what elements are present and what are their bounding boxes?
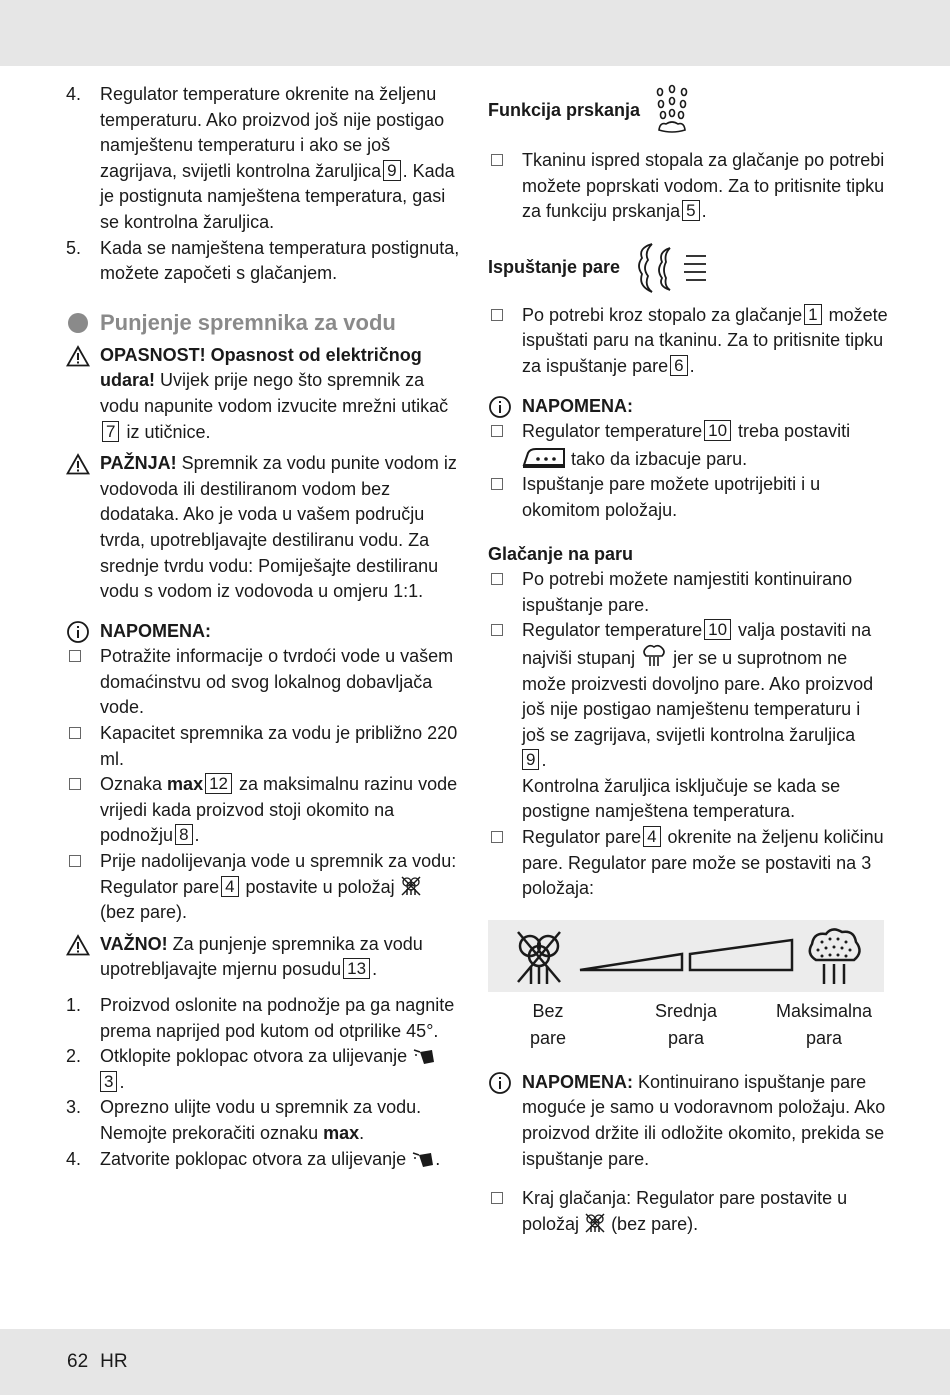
left-column bbox=[66, 82, 466, 1172]
ref-box: 12 bbox=[205, 773, 232, 794]
step-4: 4. Regulator temperature okrenite na željenu temperaturu. Ako proizvod još nije postigao namještenu temperaturu i ako se još zagrijava, svijetli kontrolna žaruljica 9 . Kada je postignuta namještena temperatura, gasi se kontrolna žaruljica. bbox=[66, 84, 455, 232]
checkbox-square-icon bbox=[69, 727, 81, 739]
page-number: 62 bbox=[67, 1351, 89, 1372]
max-steam-symbol bbox=[810, 929, 860, 984]
steam-bullet: Regulator temperature 10 valja postaviti na najviši stupanj jer se u suprotnom ne može proizvesti dovoljno pare. Ako proizvod još nije postigao namještenu temperaturu i još se zagrijava, svijetli kontrolna žaruljica 9 . Kontrolna žaruljica isključuje se kada se postigne namještena temperatura. bbox=[488, 618, 888, 825]
note-bullet: Oznaka max 12 za maksimalnu razinu vode vrijedi kada proizvod stoji okomito na podnožju 8 . bbox=[66, 772, 466, 849]
level-label-none: Bez pare bbox=[529, 1000, 567, 1048]
checkbox-square-icon bbox=[69, 855, 81, 867]
ref-box: 13 bbox=[343, 958, 370, 979]
no-steam-symbol bbox=[518, 932, 560, 984]
checkbox-square-icon bbox=[491, 831, 503, 843]
note-bullet: Potražite informacije o tvrdoći vode u vašem domaćinstvu od svog lokalnog dobavljača vode. bbox=[66, 644, 466, 721]
checkbox-square-icon bbox=[491, 425, 503, 437]
header-bar bbox=[0, 0, 950, 66]
iron-setting-icon bbox=[522, 445, 566, 469]
right-column bbox=[488, 82, 888, 1237]
warning-triangle-icon bbox=[66, 934, 90, 956]
fill-step-3: 3. Oprezno ulijte vodu u spremnik za vodu. Nemojte prekoračiti oznaku max. bbox=[66, 1097, 422, 1143]
footer-bar bbox=[0, 1329, 950, 1395]
checkbox-square-icon bbox=[491, 624, 503, 636]
fill-step-1: 1. Proizvod oslonite na podnožje pa ga nagnite prema naprijed pod kutom od otprilike 45°. bbox=[66, 995, 455, 1041]
ref-box: 4 bbox=[221, 876, 238, 897]
steam-ironing-heading: Glačanje na paru bbox=[488, 543, 634, 564]
language-code: HR bbox=[100, 1351, 128, 1372]
level-label-max: Maksimalna para bbox=[775, 1000, 873, 1048]
info-icon bbox=[488, 395, 512, 419]
no-steam-icon bbox=[400, 875, 422, 897]
low-wedge bbox=[580, 954, 682, 970]
no-steam-icon bbox=[584, 1212, 606, 1234]
checkbox-square-icon bbox=[491, 573, 503, 585]
spray-heading: Funkcija prskanja bbox=[488, 80, 888, 142]
ref-box: 9 bbox=[522, 749, 539, 770]
ref-box: 10 bbox=[704, 420, 731, 441]
note-bullet: Prije nadolijevanja vode u spremnik za vodu: Regulator pare 4 postavite u položaj (bez pare). bbox=[66, 849, 466, 926]
level-label-medium: Srednja para bbox=[654, 1000, 718, 1048]
burst-heading: Ispuštanje pare bbox=[488, 239, 888, 297]
warning-triangle-icon bbox=[66, 453, 90, 475]
spray-bullet: Tkaninu ispred stopala za glačanje po potrebi možete poprskati vodom. Za to pritisnite tipku za funkciju prskanja 5 . bbox=[488, 148, 888, 225]
checkbox-square-icon bbox=[69, 650, 81, 662]
ref-box: 7 bbox=[102, 421, 119, 442]
checkbox-square-icon bbox=[491, 154, 503, 166]
warning-triangle-icon bbox=[66, 345, 90, 367]
filler-cap-icon bbox=[411, 1149, 435, 1169]
page-footer bbox=[67, 1349, 140, 1375]
steam-level-diagram bbox=[488, 920, 884, 992]
danger-warning: OPASNOST! Opasnost od električnog udara! Uvijek prije nego što spremnik za vodu napunite vodom izvucite mrežni utikač7 iz utičnice. bbox=[66, 343, 466, 445]
steam-bullet: Po potrebi možete namjestiti kontinuirano ispuštanje pare. bbox=[488, 567, 888, 618]
note-bullet: Ispuštanje pare možete upotrijebiti i u okomitom položaju. bbox=[488, 472, 888, 523]
note-bullet: Kapacitet spremnika za vodu je približno 220 ml. bbox=[66, 721, 466, 772]
max-steam-dots bbox=[817, 937, 852, 957]
max-steam-setting-icon bbox=[640, 644, 668, 668]
ref-box: 8 bbox=[175, 824, 192, 845]
steam-level-labels bbox=[488, 998, 884, 1052]
final-note: NAPOMENA: Kontinuirano ispuštanje pare moguće je samo u vodoravnom položaju. Ako proizvod držite ili odložite okomito, prekida se ispuštanje pare. bbox=[488, 1070, 888, 1172]
note-heading: NAPOMENA: bbox=[66, 619, 466, 645]
steam-bullet: Regulator pare 4 okrenite na željenu količinu pare. Regulator pare može se postaviti na 3 položaja: bbox=[488, 825, 888, 902]
checkbox-square-icon bbox=[491, 478, 503, 490]
ref-box: 9 bbox=[383, 160, 400, 181]
important-warning: VAŽNO! Za punjenje spremnika za vodu upotrebljavajte mjernu posudu 13 . bbox=[66, 932, 466, 983]
note-bullet: Regulator temperature 10 treba postaviti tako da izbacuje paru. bbox=[488, 419, 888, 472]
steam-burst-icon bbox=[634, 240, 710, 296]
filler-cap-icon bbox=[412, 1046, 436, 1066]
caution-warning: PAŽNJA! Spremnik za vodu punite vodom iz vodovoda ili destiliranom vodom bez dodataka. Ako je voda u vašem području tvrda, upotrebljavajte destiliranu vodu. Za srednje tvrdu vodu: Pomiješajte destiliranu vodu s vodom iz vodovoda u omjeru 1:1. bbox=[66, 451, 466, 605]
burst-bullet: Po potrebi kroz stopalo za glačanje 1 možete ispuštati paru na tkaninu. Za to pritisnite tipku za ispuštanje pare 6 . bbox=[488, 303, 888, 380]
medium-wedge bbox=[690, 940, 792, 970]
section-title: Punjenje spremnika za vodu bbox=[66, 309, 466, 337]
ref-box: 6 bbox=[670, 355, 687, 376]
ref-box: 4 bbox=[643, 826, 660, 847]
info-icon bbox=[488, 1071, 512, 1095]
ref-box: 3 bbox=[100, 1071, 117, 1092]
spray-icon bbox=[654, 84, 690, 138]
ref-box: 5 bbox=[682, 200, 699, 221]
ref-box: 10 bbox=[704, 619, 731, 640]
checkbox-square-icon bbox=[491, 1192, 503, 1204]
fill-step-4: 4. Zatvorite poklopac otvora za ulijevanje . bbox=[66, 1148, 441, 1169]
checkbox-square-icon bbox=[69, 778, 81, 790]
bullet-dot-icon bbox=[68, 313, 88, 333]
ref-box: 1 bbox=[804, 304, 821, 325]
end-bullet: Kraj glačanja: Regulator pare postavite u položaj (bez pare). bbox=[488, 1186, 888, 1237]
checkbox-square-icon bbox=[491, 309, 503, 321]
steam-level-graphic bbox=[488, 920, 884, 992]
fill-step-2: 2. Otklopite poklopac otvora za ulijevanje 3 . bbox=[66, 1044, 466, 1095]
note-heading: NAPOMENA: bbox=[488, 394, 888, 420]
step-5: 5. Kada se namještena temperatura postignuta, možete započeti s glačanjem. bbox=[66, 237, 460, 284]
info-icon bbox=[66, 620, 90, 644]
